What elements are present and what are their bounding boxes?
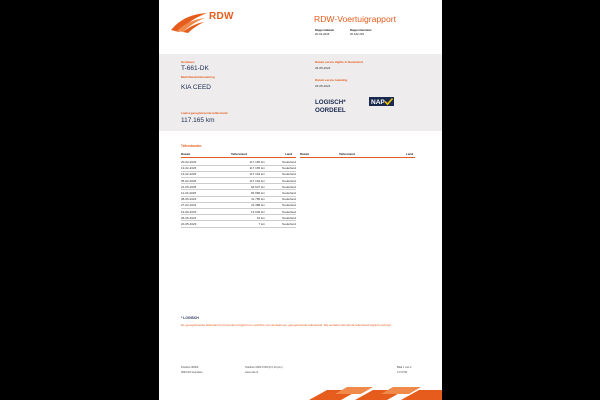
footer-address1: Postbus 30000 xyxy=(181,366,199,369)
row-tellerstand: 117.164 km xyxy=(249,178,265,183)
rapportnummer-value: 20.642.249 xyxy=(350,32,364,36)
oordeel-text xyxy=(315,99,346,114)
row-datum: 11-03-2025 xyxy=(181,191,197,195)
footnote-text: De geregistreerde tellerstand is binnenkort logisch ten opzichte van de daarvoor geregistreerde tellerstand. Wij oordelen dat dat de tellerstand logisch verloopt. xyxy=(181,323,392,327)
row-tellerstand: 7 km xyxy=(258,222,265,226)
row-tellerstand: 10 km xyxy=(256,215,265,220)
row-datum: 26-05-2023 xyxy=(181,215,197,220)
rapportnummer-label: Rapportnummer xyxy=(350,28,372,32)
row-land: Nederland xyxy=(282,215,296,220)
row-tellerstand: 83.980 km xyxy=(250,191,265,195)
eerste-nl-value: 26-05-2023 xyxy=(315,66,331,70)
row-tellerstand: 117.164 km xyxy=(249,172,265,177)
rapportdatum-label: Rapportdatum xyxy=(315,28,335,32)
report-title: RDW-Voertuigrapport xyxy=(314,14,396,24)
row-tellerstand: 41.785 km xyxy=(250,197,265,202)
col-land-header-2: Land xyxy=(406,152,414,156)
footer-address2: 9640 RA Veendam xyxy=(181,371,203,374)
row-land: Nederland xyxy=(282,191,296,195)
rapportdatum-value: 20-02-2026 xyxy=(315,32,330,36)
oordeel-line1: LOGISCH* xyxy=(315,99,346,106)
row-land: Nederland xyxy=(282,172,296,177)
col-datum-header: Datum xyxy=(181,152,191,156)
col-tellerstand-header: Tellerstand xyxy=(231,152,247,156)
row-land: Nederland xyxy=(282,209,296,214)
table-header-rule xyxy=(181,157,296,158)
row-tellerstand: 94.537 km xyxy=(250,184,265,189)
footer-page: Blad 1 van 2 xyxy=(397,366,412,369)
row-tellerstand: 117.165 km xyxy=(249,166,265,171)
row-datum: 21-05-2025 xyxy=(181,184,197,189)
brand-name: RDW xyxy=(209,11,234,22)
row-datum: 08-05-2024 xyxy=(181,197,197,202)
row-land: Nederland xyxy=(282,197,296,202)
eerste-toelating-value: 26-05-2023 xyxy=(315,84,331,88)
merk-value: KIA CEED xyxy=(181,84,211,91)
tellerstand-label: Laatst geregistreerde tellerstand xyxy=(181,111,228,115)
footer-phone: Telefoon 0900 0739 (€ 0,10 p/m) xyxy=(245,366,283,369)
row-datum: 13-02-2026 xyxy=(181,166,197,171)
footnote-title: * LOGISCH xyxy=(181,316,199,320)
row-datum: 20-02-2026 xyxy=(181,160,197,164)
nap-logo-icon xyxy=(369,97,394,106)
col-land-header: Land xyxy=(285,152,293,156)
row-datum: 13-02-2026 xyxy=(181,172,197,177)
row-datum: 05-02-2026 xyxy=(181,178,197,183)
col-tellerstand-header-2: Tellerstand xyxy=(339,152,355,156)
row-datum: 20-05-2023 xyxy=(181,222,197,226)
eerste-nl-label: Datum eerste afgifte in Nederland xyxy=(315,60,363,64)
table-header-rule-2 xyxy=(300,157,415,158)
footer-version: 2.0 NTW xyxy=(397,371,408,374)
report-page xyxy=(159,0,442,400)
row-land: Nederland xyxy=(282,184,296,189)
footer-web: www.rdw.nl xyxy=(245,371,258,374)
row-datum: 19-09-2023 xyxy=(181,209,197,214)
row-tellerstand: 117.165 km xyxy=(249,160,265,164)
eerste-toelating-label: Datum eerste toelating xyxy=(315,78,348,82)
row-land: Nederland xyxy=(282,222,296,226)
row-land: Nederland xyxy=(282,178,296,183)
tellerstanden-title: Tellerstanden xyxy=(181,144,202,148)
row-tellerstand: 13.036 km xyxy=(250,209,265,214)
merk-label: Merk/Handelsbenaming xyxy=(181,75,215,79)
nap-label: NAP xyxy=(371,99,385,106)
row-land: Nederland xyxy=(282,166,296,171)
oordeel-line2: OORDEEL xyxy=(315,106,346,114)
row-tellerstand: 31.388 km xyxy=(250,203,265,208)
kenteken-value: T-661-DK xyxy=(181,65,209,72)
row-datum: 27-02-2024 xyxy=(181,203,197,208)
col-datum-header-2: Datum xyxy=(300,152,310,156)
footer-stripes-decoration xyxy=(159,384,442,400)
kenteken-label: Kenteken xyxy=(181,60,195,64)
tellerstand-value: 117.165 km xyxy=(181,117,215,124)
row-land: Nederland xyxy=(282,203,296,208)
row-land: Nederland xyxy=(282,160,296,164)
